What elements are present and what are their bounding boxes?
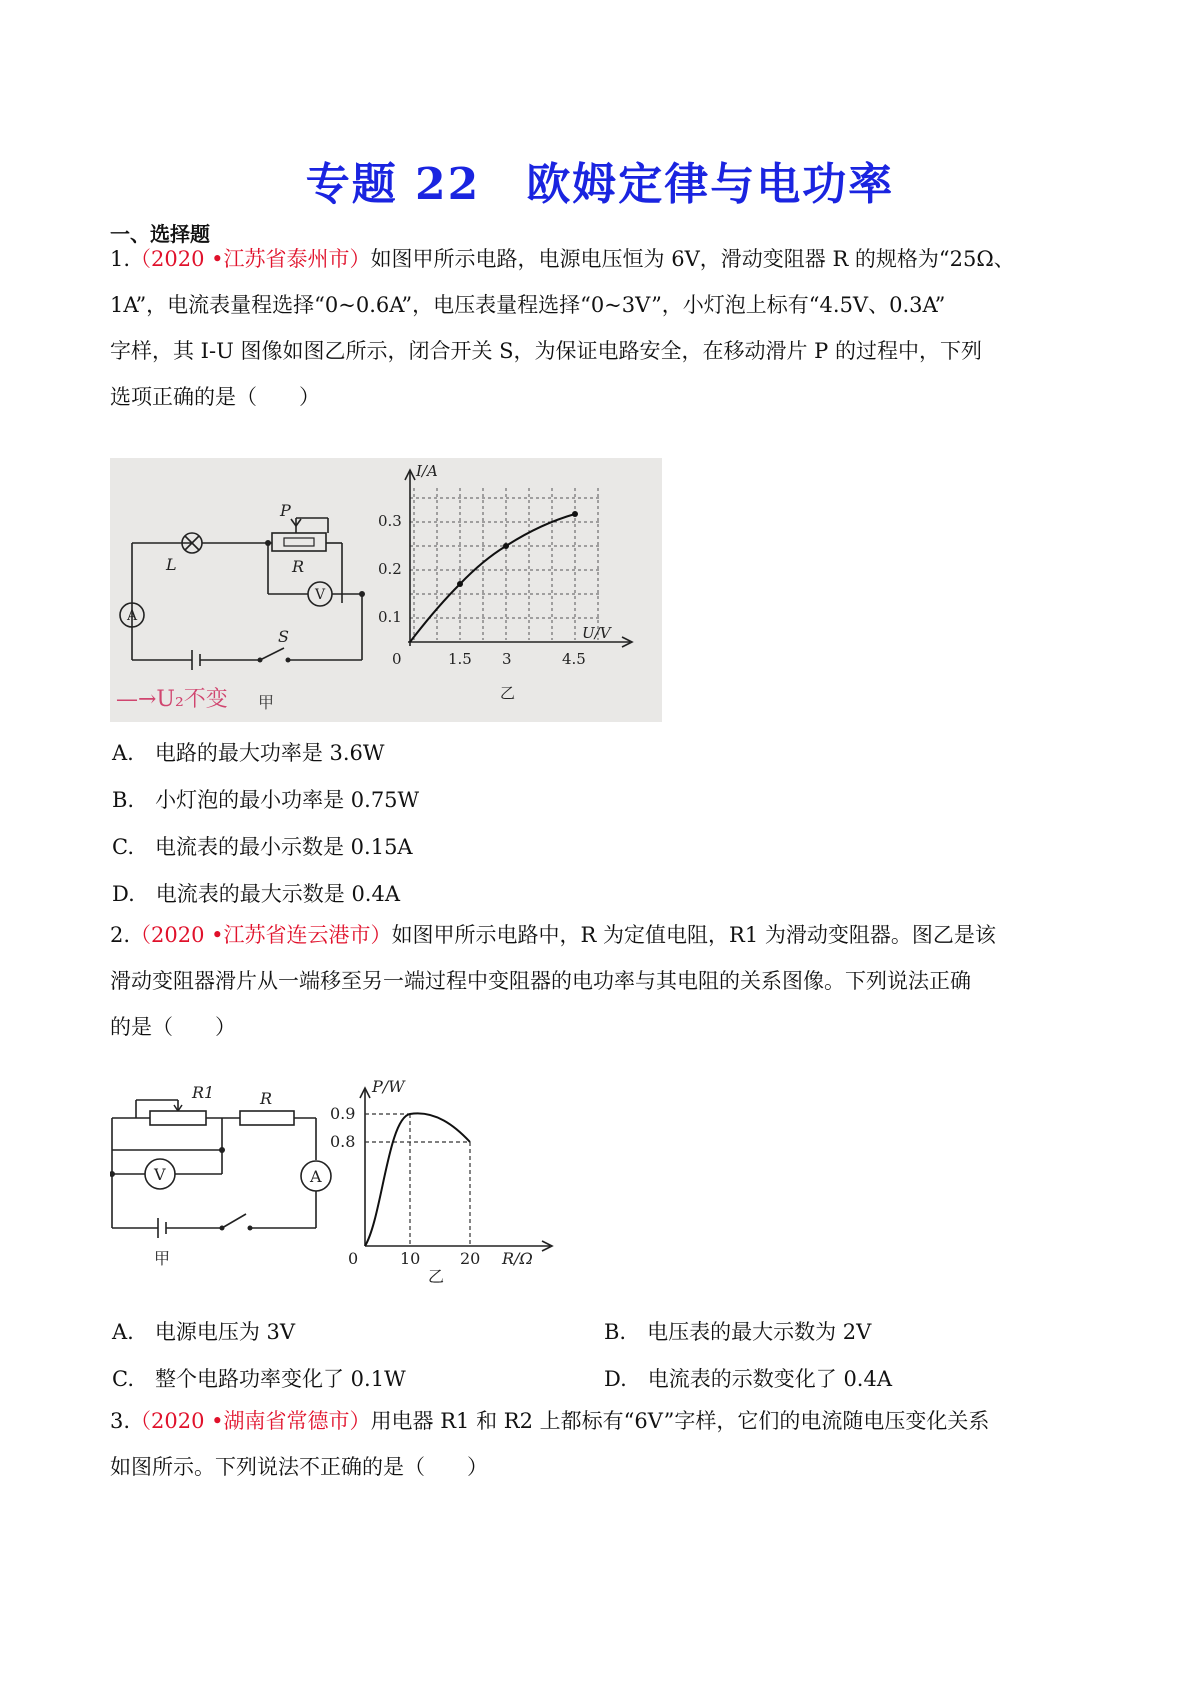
graph2-ytick: 0.9 (330, 1104, 356, 1123)
q2-option-c[interactable]: C. 整个电路功率变化了 0.1W (112, 1367, 406, 1391)
caption-yi: 乙 (428, 1267, 445, 1286)
graph1-xtick: 4.5 (562, 650, 586, 668)
caption-yi: 乙 (500, 684, 516, 702)
label-r: R (260, 1089, 273, 1108)
label-p: P (280, 501, 291, 520)
graph2-ylabel: P/W (372, 1078, 405, 1096)
graph1-ytick: 0.2 (378, 560, 402, 578)
graph1-ytick: 0.3 (378, 512, 402, 530)
question-1 (110, 236, 1100, 420)
section-heading: 一、选择题 (110, 222, 210, 246)
q1-line-4: 选项正确的是（ ） (110, 385, 320, 409)
graph1-origin: 0 (392, 650, 402, 668)
q2-pr-graph (330, 1078, 552, 1286)
caption-jia: 甲 (258, 693, 275, 712)
label-r1: R1 (192, 1083, 215, 1102)
q2-line-2: 滑动变阻器滑片从一端移至另一端过程中变阻器的电功率与其电阻的关系图像。下列说法正确 (110, 969, 971, 993)
q1-option-d[interactable]: D. 电流表的最大示数是 0.4A (112, 882, 401, 906)
page-title: 专题 22 欧姆定律与电功率 (305, 159, 895, 210)
q1-line-3: 字样，其 I-U 图像如图乙所示，闭合开关 S，为保证电路安全，在移动滑片 P 的过程中，下列 (110, 339, 982, 363)
q1-line-2: 1A”，电流表量程选择“0~0.6A”，电压表量程选择“0~3V”，小灯泡上标有“4.5V、0.3A” (110, 293, 946, 317)
q1-figure (110, 458, 662, 722)
ammeter-letter: A (126, 608, 138, 624)
q2-option-d[interactable]: D. 电流表的示数变化了 0.4A (604, 1367, 893, 1391)
graph1-xtick: 3 (502, 650, 512, 668)
voltmeter-letter: V (314, 587, 326, 603)
q2-line-1: 2.（2020 •江苏省连云港市）如图甲所示电路中，R 为定值电阻，R1 为滑动变阻器。图乙是该 (110, 923, 996, 947)
graph2-xtick: 20 (460, 1249, 481, 1268)
q1-source: （2020 •江苏省泰州市） (130, 247, 371, 271)
q3-source: （2020 •湖南省常德市） (130, 1409, 371, 1433)
q3-line-1: 3.（2020 •湖南省常德市）用电器 R1 和 R2 上都标有“6V”字样，它们的电流随电压变化关系 (110, 1409, 990, 1433)
ammeter-letter: A (310, 1167, 322, 1186)
question-2 (110, 912, 1100, 1050)
label-l: L (166, 555, 177, 574)
q1-option-c[interactable]: C. 电流表的最小示数是 0.15A (112, 835, 413, 859)
q2-option-b[interactable]: B. 电压表的最大示数为 2V (604, 1320, 872, 1344)
graph1-xtick: 1.5 (448, 650, 472, 668)
q2-source: （2020 •江苏省连云港市） (130, 923, 392, 947)
graph2-ytick: 0.8 (330, 1132, 356, 1151)
q2-circuit (112, 1100, 331, 1238)
graph1-ytick: 0.1 (378, 608, 402, 626)
graph2-xlabel: R/Ω (502, 1249, 533, 1268)
handwritten-note: —→U₂不变 (116, 687, 228, 712)
q2-option-a[interactable]: A. 电源电压为 3V (112, 1320, 296, 1344)
switch-icon (222, 1214, 246, 1228)
graph1-ylabel: I/A (416, 462, 438, 480)
label-s: S (278, 627, 289, 646)
q1-line-1: 1.（2020 •江苏省泰州市）如图甲所示电路，电源电压恒为 6V，滑动变阻器 R 的规格为“25Ω、 (110, 247, 1015, 271)
q1-option-b[interactable]: B. 小灯泡的最小功率是 0.75W (112, 788, 420, 812)
label-r: R (292, 557, 305, 576)
rheostat-r1-icon (150, 1111, 206, 1125)
pr-curve (365, 1113, 470, 1246)
resistor-r-icon (240, 1111, 294, 1125)
q2-line-3: 的是（ ） (110, 1015, 236, 1039)
q3-line-2: 如图所示。下列说法不正确的是（ ） (110, 1455, 488, 1479)
graph1-xlabel: U/V (582, 624, 611, 642)
voltmeter-letter: V (154, 1165, 166, 1184)
question-3 (110, 1398, 1100, 1490)
graph2-xtick: 10 (400, 1249, 421, 1268)
graph2-origin: 0 (348, 1249, 359, 1268)
q1-option-a[interactable]: A. 电路的最大功率是 3.6W (112, 741, 385, 765)
caption-jia: 甲 (154, 1249, 171, 1268)
q2-figure (110, 1078, 580, 1288)
